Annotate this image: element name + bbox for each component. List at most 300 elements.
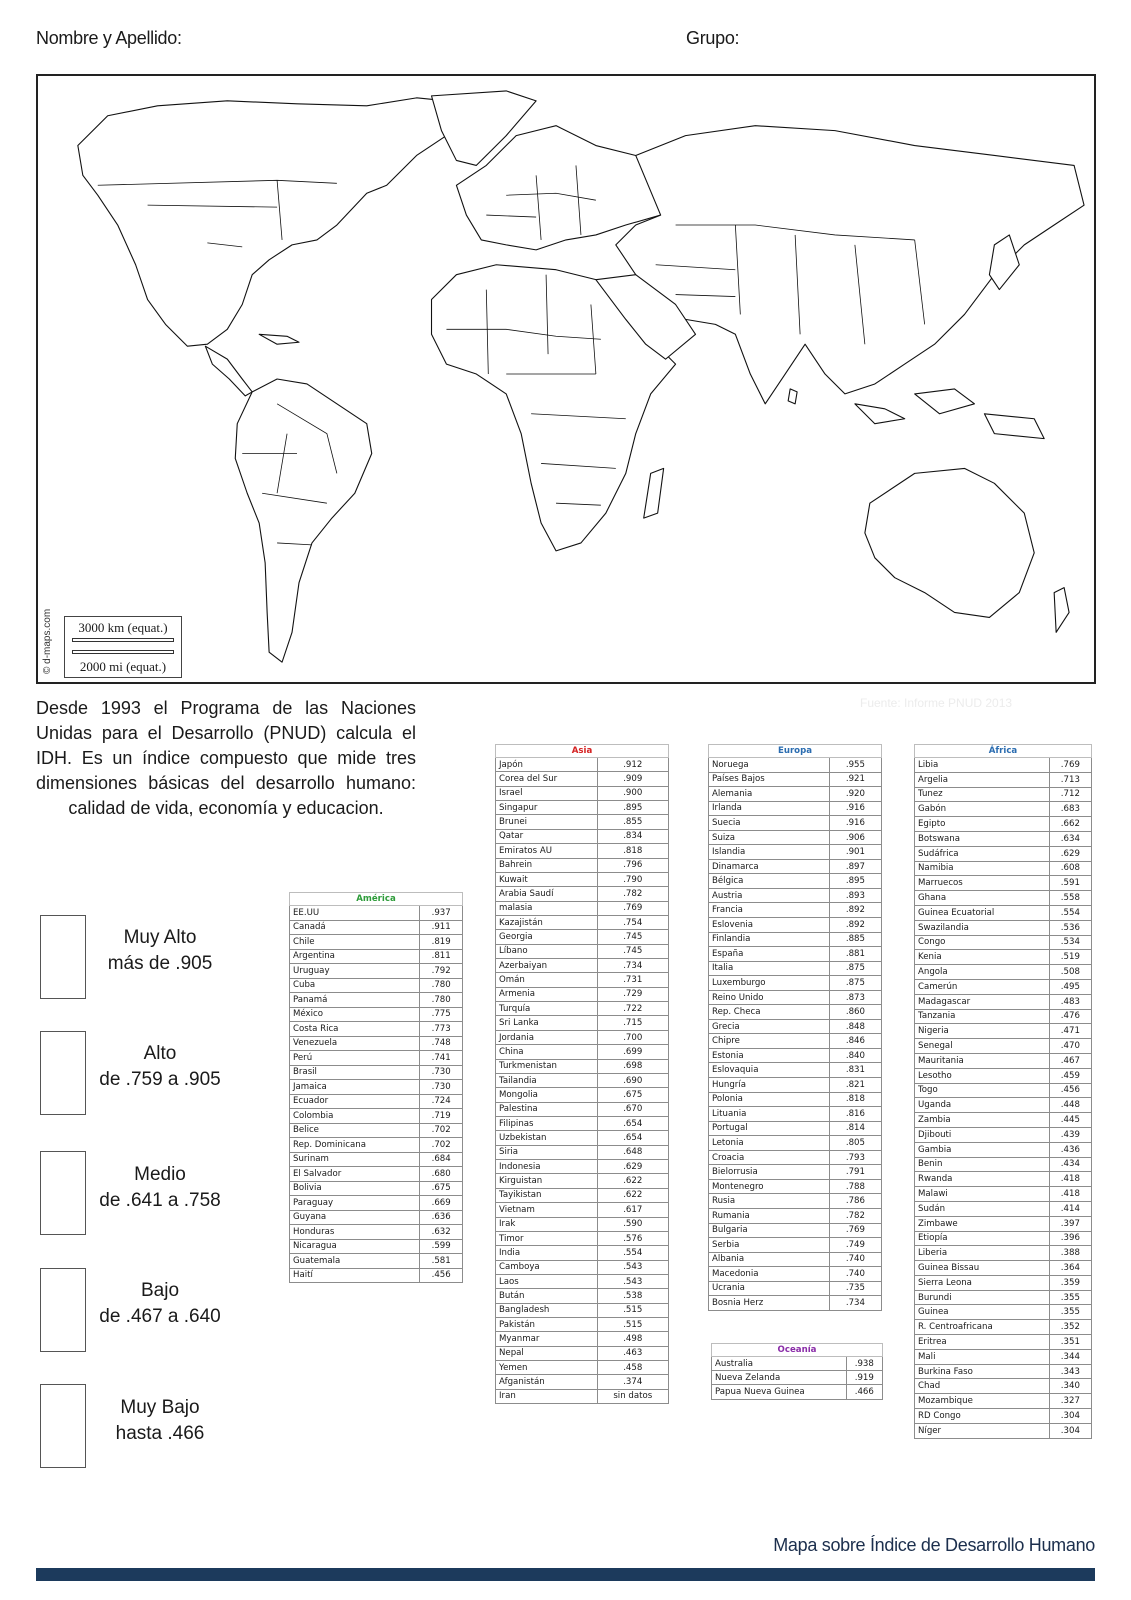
country-name: Mongolia bbox=[496, 1088, 598, 1102]
table-row bbox=[496, 829, 669, 843]
table-row bbox=[915, 891, 1092, 906]
table-row bbox=[915, 1113, 1092, 1128]
idh-value: .459 bbox=[1049, 1068, 1091, 1083]
table-row bbox=[915, 905, 1092, 920]
country-name: Nicaragua bbox=[290, 1239, 420, 1254]
table-row bbox=[915, 1409, 1092, 1424]
table-row bbox=[290, 1225, 463, 1240]
idh-value: .439 bbox=[1049, 1127, 1091, 1142]
country-name: Rwanda bbox=[915, 1172, 1050, 1187]
idh-value: .775 bbox=[420, 1007, 463, 1022]
table-america bbox=[289, 892, 463, 1283]
table-africa bbox=[914, 744, 1092, 1439]
country-name: Serbia bbox=[709, 1238, 830, 1253]
table-row bbox=[496, 1303, 669, 1317]
table-row bbox=[496, 1116, 669, 1130]
table-row bbox=[915, 758, 1092, 773]
table-title: Asia bbox=[496, 745, 669, 758]
country-name: Rep. Checa bbox=[709, 1005, 830, 1020]
table-title: África bbox=[915, 745, 1092, 758]
table-row bbox=[496, 901, 669, 915]
country-name: Nepal bbox=[496, 1346, 598, 1360]
group-label: Grupo: bbox=[686, 28, 740, 48]
table-row bbox=[915, 1290, 1092, 1305]
idh-value: .719 bbox=[420, 1109, 463, 1124]
idh-value: .724 bbox=[420, 1094, 463, 1109]
footer-bar bbox=[36, 1568, 1095, 1581]
idh-value: .629 bbox=[597, 1160, 668, 1174]
idh-value: .629 bbox=[1049, 846, 1091, 861]
country-name: Kenia bbox=[915, 950, 1050, 965]
idh-value: .816 bbox=[829, 1107, 881, 1122]
table-row bbox=[915, 1231, 1092, 1246]
idh-value: .388 bbox=[1049, 1246, 1091, 1261]
table-row bbox=[496, 1102, 669, 1116]
legend-bajo bbox=[95, 1278, 225, 1330]
country-name: Paraguay bbox=[290, 1196, 420, 1211]
table-row bbox=[915, 979, 1092, 994]
idh-value: .780 bbox=[420, 978, 463, 993]
legend-box-bajo[interactable] bbox=[40, 1268, 86, 1352]
country-name: Eritrea bbox=[915, 1335, 1050, 1350]
idh-value: .955 bbox=[829, 758, 881, 773]
country-name: Eslovenia bbox=[709, 918, 830, 933]
legend-range: de .467 a .640 bbox=[99, 1306, 221, 1327]
country-name: Togo bbox=[915, 1083, 1050, 1098]
table-row bbox=[496, 887, 669, 901]
table-row bbox=[709, 1019, 882, 1034]
legend-box-alto[interactable] bbox=[40, 1031, 86, 1115]
table-row bbox=[915, 1275, 1092, 1290]
table-row bbox=[709, 961, 882, 976]
country-name: Níger bbox=[915, 1423, 1050, 1438]
table-row bbox=[496, 1346, 669, 1360]
country-name: Qatar bbox=[496, 829, 598, 843]
country-name: Australia bbox=[712, 1357, 847, 1371]
table-row bbox=[915, 1379, 1092, 1394]
idh-value: .436 bbox=[1049, 1142, 1091, 1157]
table-row bbox=[496, 1002, 669, 1016]
idh-value: .897 bbox=[829, 859, 881, 874]
country-name: Filipinas bbox=[496, 1116, 598, 1130]
table-row bbox=[915, 994, 1092, 1009]
country-name: Finlandia bbox=[709, 932, 830, 947]
idh-value: .683 bbox=[1049, 802, 1091, 817]
table-row bbox=[915, 1305, 1092, 1320]
idh-value: .654 bbox=[597, 1116, 668, 1130]
country-name: Haití bbox=[290, 1268, 420, 1283]
country-name: Kirguistan bbox=[496, 1174, 598, 1188]
table-row bbox=[709, 1136, 882, 1151]
table-title: América bbox=[290, 893, 463, 906]
legend-range: hasta .466 bbox=[115, 1423, 205, 1444]
country-name: Georgia bbox=[496, 930, 598, 944]
country-name: Liberia bbox=[915, 1246, 1050, 1261]
table-row bbox=[496, 1231, 669, 1245]
table-row bbox=[709, 816, 882, 831]
idh-value: .608 bbox=[1049, 861, 1091, 876]
table-row bbox=[290, 1022, 463, 1037]
table-row bbox=[496, 872, 669, 886]
country-name: Laos bbox=[496, 1274, 598, 1288]
country-name: China bbox=[496, 1045, 598, 1059]
country-name: Afganistán bbox=[496, 1375, 598, 1389]
table-row bbox=[709, 845, 882, 860]
country-name: Papua Nueva Guinea bbox=[712, 1385, 847, 1399]
idh-value: .515 bbox=[597, 1318, 668, 1332]
idh-value: .790 bbox=[597, 872, 668, 886]
intro-text: Desde 1993 el Programa de las Naciones Unidas para el Desarrollo (PNUD) calcula el IDH. Es un índice compuesto que mide tres dimensiones básicas del desarrollo humano: calidad de vida, economía y educacion. bbox=[36, 698, 416, 818]
country-name: Chipre bbox=[709, 1034, 830, 1049]
country-name: Rumania bbox=[709, 1208, 830, 1223]
country-name: Burkina Faso bbox=[915, 1364, 1050, 1379]
table-row bbox=[290, 1123, 463, 1138]
idh-value: .470 bbox=[1049, 1039, 1091, 1054]
country-name: Siria bbox=[496, 1145, 598, 1159]
table-row bbox=[709, 1121, 882, 1136]
table-row bbox=[709, 976, 882, 991]
table-row bbox=[709, 874, 882, 889]
idh-value: .414 bbox=[1049, 1201, 1091, 1216]
country-name: Botswana bbox=[915, 831, 1050, 846]
name-label: Nombre y Apellido: bbox=[36, 28, 182, 48]
country-name: Armenia bbox=[496, 987, 598, 1001]
idh-value: .456 bbox=[1049, 1083, 1091, 1098]
table-row bbox=[915, 1142, 1092, 1157]
idh-value: .543 bbox=[597, 1274, 668, 1288]
table-row bbox=[915, 1261, 1092, 1276]
legend-medio bbox=[95, 1162, 225, 1214]
idh-value: .359 bbox=[1049, 1275, 1091, 1290]
idh-value: .892 bbox=[829, 903, 881, 918]
table-row bbox=[290, 1239, 463, 1254]
country-name: Luxemburgo bbox=[709, 976, 830, 991]
idh-value: .912 bbox=[597, 758, 668, 772]
idh-value: .684 bbox=[420, 1152, 463, 1167]
table-row bbox=[915, 1127, 1092, 1142]
idh-value: .458 bbox=[597, 1361, 668, 1375]
idh-value: .519 bbox=[1049, 950, 1091, 965]
table-row bbox=[290, 1268, 463, 1283]
idh-value: .920 bbox=[829, 787, 881, 802]
idh-value: .351 bbox=[1049, 1335, 1091, 1350]
table-row bbox=[496, 1203, 669, 1217]
table-row bbox=[496, 1016, 669, 1030]
table-row bbox=[290, 964, 463, 979]
idh-value: .374 bbox=[597, 1375, 668, 1389]
country-name: Eslovaquia bbox=[709, 1063, 830, 1078]
idh-value: .786 bbox=[829, 1194, 881, 1209]
idh-value: .617 bbox=[597, 1203, 668, 1217]
table-row bbox=[915, 831, 1092, 846]
country-name: Madagascar bbox=[915, 994, 1050, 1009]
table-row bbox=[915, 1098, 1092, 1113]
table-row bbox=[496, 959, 669, 973]
country-name: Tanzania bbox=[915, 1009, 1050, 1024]
country-name: Chad bbox=[915, 1379, 1050, 1394]
idh-value: .632 bbox=[420, 1225, 463, 1240]
idh-value: .782 bbox=[829, 1208, 881, 1223]
table-row bbox=[496, 1045, 669, 1059]
idh-value: .558 bbox=[1049, 891, 1091, 906]
scale-km-label: 3000 km (equat.) bbox=[78, 620, 168, 635]
idh-value: .456 bbox=[420, 1268, 463, 1283]
idh-value: .900 bbox=[597, 786, 668, 800]
idh-value: .434 bbox=[1049, 1157, 1091, 1172]
country-name: malasia bbox=[496, 901, 598, 915]
country-name: Vietnam bbox=[496, 1203, 598, 1217]
idh-value: .938 bbox=[846, 1357, 882, 1371]
country-name: Costa Rica bbox=[290, 1022, 420, 1037]
country-name: Perú bbox=[290, 1051, 420, 1066]
legend-box-medio[interactable] bbox=[40, 1151, 86, 1235]
idh-value: .875 bbox=[829, 976, 881, 991]
idh-value: .554 bbox=[1049, 905, 1091, 920]
country-name: México bbox=[290, 1007, 420, 1022]
idh-value: .846 bbox=[829, 1034, 881, 1049]
country-name: Letonia bbox=[709, 1136, 830, 1151]
table-row bbox=[709, 859, 882, 874]
idh-value: .471 bbox=[1049, 1024, 1091, 1039]
country-name: Palestina bbox=[496, 1102, 598, 1116]
idh-value: .840 bbox=[829, 1048, 881, 1063]
table-row bbox=[290, 949, 463, 964]
country-name: Dinamarca bbox=[709, 859, 830, 874]
country-name: Japón bbox=[496, 758, 598, 772]
idh-value: .669 bbox=[420, 1196, 463, 1211]
table-row bbox=[290, 920, 463, 935]
table-row bbox=[915, 1246, 1092, 1261]
idh-value: .811 bbox=[420, 949, 463, 964]
world-map bbox=[36, 74, 1096, 684]
idh-value: .352 bbox=[1049, 1320, 1091, 1335]
table-row bbox=[915, 876, 1092, 891]
table-row bbox=[915, 1349, 1092, 1364]
table-row bbox=[915, 1216, 1092, 1231]
table-row bbox=[709, 1281, 882, 1296]
table-row bbox=[496, 786, 669, 800]
idh-value: .793 bbox=[829, 1150, 881, 1165]
country-name: Guinea bbox=[915, 1305, 1050, 1320]
idh-value: .712 bbox=[1049, 787, 1091, 802]
country-name: Israel bbox=[496, 786, 598, 800]
idh-value: .916 bbox=[829, 816, 881, 831]
country-name: Camboya bbox=[496, 1260, 598, 1274]
country-name: Chile bbox=[290, 935, 420, 950]
country-name: Turkmenistan bbox=[496, 1059, 598, 1073]
table-row bbox=[709, 801, 882, 816]
country-name: Tayikistan bbox=[496, 1188, 598, 1202]
country-name: Burundi bbox=[915, 1290, 1050, 1305]
country-name: Uruguay bbox=[290, 964, 420, 979]
country-name: Kazajistán bbox=[496, 915, 598, 929]
table-row bbox=[709, 1048, 882, 1063]
table-row bbox=[496, 758, 669, 772]
country-name: Sudáfrica bbox=[915, 846, 1050, 861]
table-oceania bbox=[711, 1343, 883, 1400]
idh-value: .895 bbox=[597, 801, 668, 815]
idh-value: .675 bbox=[420, 1181, 463, 1196]
table-europa bbox=[708, 744, 882, 1311]
country-name: Rusia bbox=[709, 1194, 830, 1209]
idh-value: .713 bbox=[1049, 772, 1091, 787]
table-row bbox=[290, 1167, 463, 1182]
idh-value: .622 bbox=[597, 1188, 668, 1202]
table-row bbox=[915, 1201, 1092, 1216]
country-name: Austria bbox=[709, 888, 830, 903]
table-row bbox=[496, 915, 669, 929]
country-name: Honduras bbox=[290, 1225, 420, 1240]
country-name: Reino Unido bbox=[709, 990, 830, 1005]
country-name: Mauritania bbox=[915, 1053, 1050, 1068]
country-name: Ucrania bbox=[709, 1281, 830, 1296]
legend-muy-alto bbox=[95, 925, 225, 977]
country-name: Cuba bbox=[290, 978, 420, 993]
legend-box-muy-bajo[interactable] bbox=[40, 1384, 86, 1468]
idh-value: .702 bbox=[420, 1123, 463, 1138]
table-row bbox=[290, 1065, 463, 1080]
idh-value: .463 bbox=[597, 1346, 668, 1360]
table-row bbox=[496, 1389, 669, 1403]
idh-value: .699 bbox=[597, 1045, 668, 1059]
country-name: Ecuador bbox=[290, 1094, 420, 1109]
idh-value: .745 bbox=[597, 944, 668, 958]
table-row bbox=[290, 935, 463, 950]
table-row bbox=[290, 1051, 463, 1066]
country-name: Bután bbox=[496, 1289, 598, 1303]
idh-value: .831 bbox=[829, 1063, 881, 1078]
idh-value: .769 bbox=[1049, 758, 1091, 773]
table-row bbox=[709, 1034, 882, 1049]
idh-value: .576 bbox=[597, 1231, 668, 1245]
country-name: Uzbekistan bbox=[496, 1131, 598, 1145]
idh-value: .819 bbox=[420, 935, 463, 950]
country-name: Jamaica bbox=[290, 1080, 420, 1095]
idh-value: .769 bbox=[829, 1223, 881, 1238]
country-name: Swazilandia bbox=[915, 920, 1050, 935]
idh-value: .634 bbox=[1049, 831, 1091, 846]
country-name: Senegal bbox=[915, 1039, 1050, 1054]
idh-value: .881 bbox=[829, 947, 881, 962]
idh-value: .873 bbox=[829, 990, 881, 1005]
table-row bbox=[496, 930, 669, 944]
table-row bbox=[709, 1208, 882, 1223]
country-name: Estonia bbox=[709, 1048, 830, 1063]
country-name: Portugal bbox=[709, 1121, 830, 1136]
table-row bbox=[915, 1335, 1092, 1350]
table-row bbox=[915, 1423, 1092, 1438]
table-row bbox=[290, 1196, 463, 1211]
idh-value: .355 bbox=[1049, 1305, 1091, 1320]
table-row bbox=[915, 1024, 1092, 1039]
footer-title: Mapa sobre Índice de Desarrollo Humano bbox=[773, 1535, 1095, 1555]
idh-value: .680 bbox=[420, 1167, 463, 1182]
country-name: Mali bbox=[915, 1349, 1050, 1364]
idh-value: .818 bbox=[829, 1092, 881, 1107]
idh-value: .654 bbox=[597, 1131, 668, 1145]
table-row bbox=[290, 1210, 463, 1225]
idh-value: .740 bbox=[829, 1267, 881, 1282]
idh-value: .860 bbox=[829, 1005, 881, 1020]
table-row bbox=[496, 844, 669, 858]
legend-muy-bajo bbox=[95, 1395, 225, 1447]
idh-value: .591 bbox=[1049, 876, 1091, 891]
idh-value: .796 bbox=[597, 858, 668, 872]
country-name: Lituania bbox=[709, 1107, 830, 1122]
idh-value: .700 bbox=[597, 1030, 668, 1044]
legend-label: Muy Bajo bbox=[120, 1397, 200, 1418]
country-name: Brunei bbox=[496, 815, 598, 829]
idh-value: .715 bbox=[597, 1016, 668, 1030]
country-name: Bahrein bbox=[496, 858, 598, 872]
table-row bbox=[915, 1053, 1092, 1068]
legend-box-muy-alto[interactable] bbox=[40, 915, 86, 999]
idh-value: .397 bbox=[1049, 1216, 1091, 1231]
country-name: Tailandia bbox=[496, 1073, 598, 1087]
table-row bbox=[290, 1109, 463, 1124]
country-name: Ghana bbox=[915, 891, 1050, 906]
table-row bbox=[915, 920, 1092, 935]
table-row bbox=[709, 758, 882, 773]
country-name: RD Congo bbox=[915, 1409, 1050, 1424]
country-name: Emiratos AU bbox=[496, 844, 598, 858]
country-name: Lesotho bbox=[915, 1068, 1050, 1083]
idh-value: .919 bbox=[846, 1371, 882, 1385]
idh-value: .748 bbox=[420, 1036, 463, 1051]
table-row bbox=[709, 1252, 882, 1267]
table-row bbox=[496, 1131, 669, 1145]
country-name: Bielorrusia bbox=[709, 1165, 830, 1180]
country-name: Uganda bbox=[915, 1098, 1050, 1113]
country-name: Albania bbox=[709, 1252, 830, 1267]
country-name: Panamá bbox=[290, 993, 420, 1008]
idh-value: .355 bbox=[1049, 1290, 1091, 1305]
idh-value: .722 bbox=[597, 1002, 668, 1016]
idh-value: .734 bbox=[597, 959, 668, 973]
table-row bbox=[496, 1361, 669, 1375]
idh-value: .534 bbox=[1049, 935, 1091, 950]
country-name: España bbox=[709, 947, 830, 962]
country-name: Suecia bbox=[709, 816, 830, 831]
country-name: Congo bbox=[915, 935, 1050, 950]
table-row bbox=[709, 787, 882, 802]
table-row bbox=[709, 1150, 882, 1165]
idh-value: .690 bbox=[597, 1073, 668, 1087]
idh-value: .814 bbox=[829, 1121, 881, 1136]
idh-value: .670 bbox=[597, 1102, 668, 1116]
table-row bbox=[496, 1160, 669, 1174]
country-name: Islandia bbox=[709, 845, 830, 860]
scale-mi-bar bbox=[72, 650, 174, 654]
idh-value: .448 bbox=[1049, 1098, 1091, 1113]
country-name: Singapur bbox=[496, 801, 598, 815]
country-name: Malawi bbox=[915, 1187, 1050, 1202]
idh-value: .495 bbox=[1049, 979, 1091, 994]
country-name: Montenegro bbox=[709, 1179, 830, 1194]
idh-value: .344 bbox=[1049, 1349, 1091, 1364]
country-name: Zimbawe bbox=[915, 1216, 1050, 1231]
table-row bbox=[709, 1194, 882, 1209]
idh-value: .821 bbox=[829, 1078, 881, 1093]
table-row bbox=[496, 1260, 669, 1274]
idh-value: .921 bbox=[829, 772, 881, 787]
idh-value: .554 bbox=[597, 1246, 668, 1260]
country-name: Grecia bbox=[709, 1019, 830, 1034]
idh-value: .782 bbox=[597, 887, 668, 901]
source-watermark: Fuente: Informe PNUD 2013 bbox=[860, 696, 1013, 710]
table-row bbox=[290, 993, 463, 1008]
table-row bbox=[709, 918, 882, 933]
